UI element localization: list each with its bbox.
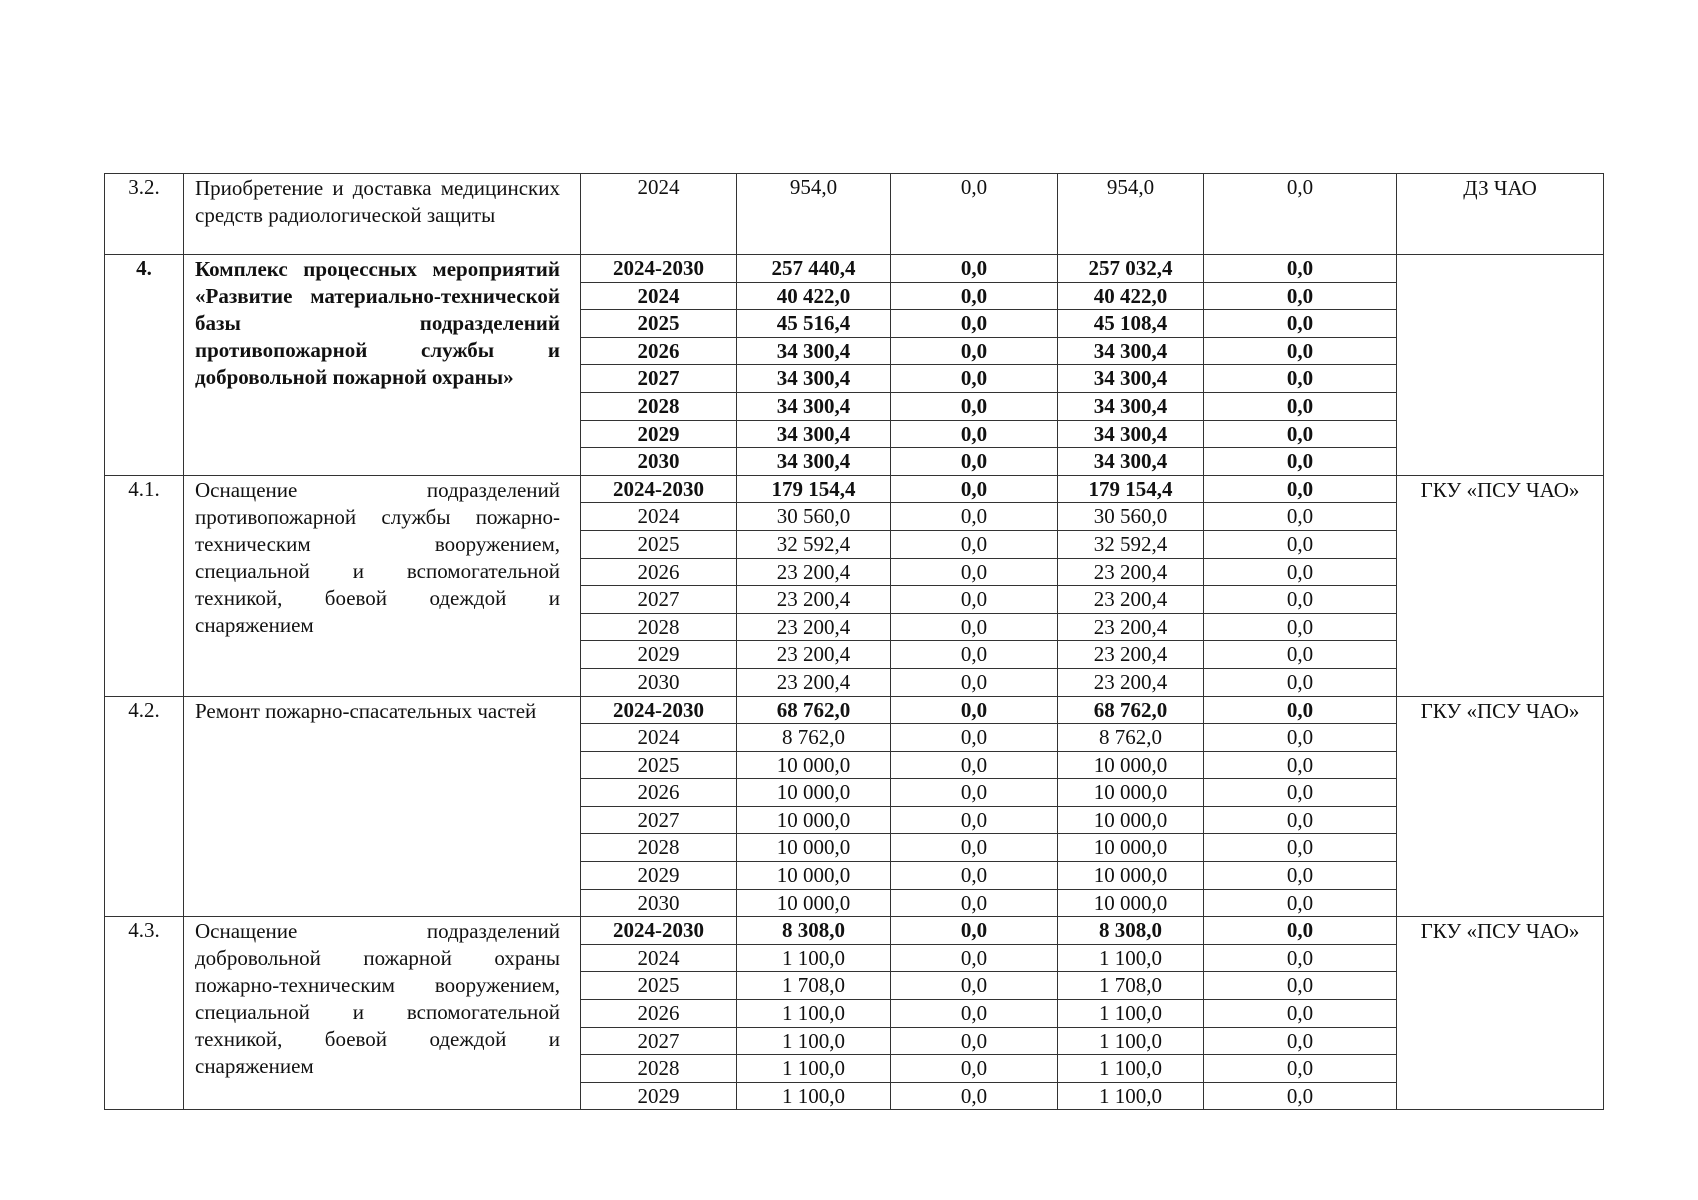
year-cell: 2028 <box>581 1055 737 1083</box>
regional-cell: 23 200,4 <box>1058 558 1204 586</box>
year-cell: 2024 <box>581 724 737 752</box>
section-description: Приобретение и доставка медицинских средств радиологической защиты <box>184 174 581 255</box>
responsible-executor: ДЗ ЧАО <box>1397 174 1604 255</box>
federal-cell: 0,0 <box>891 392 1058 420</box>
federal-cell: 0,0 <box>891 174 1058 255</box>
regional-cell: 10 000,0 <box>1058 834 1204 862</box>
table-row <box>105 696 1604 724</box>
other-cell: 0,0 <box>1204 586 1397 614</box>
regional-cell: 23 200,4 <box>1058 586 1204 614</box>
other-cell: 0,0 <box>1204 420 1397 448</box>
regional-cell: 10 000,0 <box>1058 806 1204 834</box>
total-cell: 10 000,0 <box>737 806 891 834</box>
other-cell: 0,0 <box>1204 779 1397 807</box>
federal-cell: 0,0 <box>891 420 1058 448</box>
federal-cell: 0,0 <box>891 365 1058 393</box>
year-cell: 2024-2030 <box>581 475 737 503</box>
regional-cell: 34 300,4 <box>1058 420 1204 448</box>
other-cell: 0,0 <box>1204 1027 1397 1055</box>
other-cell: 0,0 <box>1204 392 1397 420</box>
federal-cell: 0,0 <box>891 972 1058 1000</box>
federal-cell: 0,0 <box>891 862 1058 890</box>
year-cell: 2028 <box>581 613 737 641</box>
federal-cell: 0,0 <box>891 889 1058 917</box>
total-cell: 32 592,4 <box>737 530 891 558</box>
other-cell: 0,0 <box>1204 255 1397 283</box>
total-cell: 34 300,4 <box>737 420 891 448</box>
total-cell: 23 200,4 <box>737 613 891 641</box>
regional-cell: 23 200,4 <box>1058 668 1204 696</box>
year-cell: 2028 <box>581 834 737 862</box>
total-cell: 10 000,0 <box>737 751 891 779</box>
section-number: 4.3. <box>105 917 184 1110</box>
total-cell: 1 708,0 <box>737 972 891 1000</box>
table-row <box>105 475 1604 503</box>
total-cell: 257 440,4 <box>737 255 891 283</box>
regional-cell: 10 000,0 <box>1058 751 1204 779</box>
regional-cell: 1 100,0 <box>1058 1027 1204 1055</box>
total-cell: 10 000,0 <box>737 862 891 890</box>
total-cell: 23 200,4 <box>737 668 891 696</box>
regional-cell: 10 000,0 <box>1058 889 1204 917</box>
other-cell: 0,0 <box>1204 862 1397 890</box>
regional-cell: 23 200,4 <box>1058 613 1204 641</box>
total-cell: 34 300,4 <box>737 337 891 365</box>
other-cell: 0,0 <box>1204 503 1397 531</box>
federal-cell: 0,0 <box>891 448 1058 476</box>
regional-cell: 1 100,0 <box>1058 1055 1204 1083</box>
year-cell: 2029 <box>581 420 737 448</box>
federal-cell: 0,0 <box>891 944 1058 972</box>
total-cell: 1 100,0 <box>737 1082 891 1110</box>
year-cell: 2024-2030 <box>581 696 737 724</box>
table-body <box>105 174 1604 1110</box>
regional-cell: 257 032,4 <box>1058 255 1204 283</box>
year-cell: 2024-2030 <box>581 917 737 945</box>
federal-cell: 0,0 <box>891 558 1058 586</box>
other-cell: 0,0 <box>1204 337 1397 365</box>
other-cell: 0,0 <box>1204 751 1397 779</box>
other-cell: 0,0 <box>1204 310 1397 338</box>
responsible-executor <box>1397 255 1604 476</box>
other-cell: 0,0 <box>1204 972 1397 1000</box>
year-cell: 2024 <box>581 282 737 310</box>
federal-cell: 0,0 <box>891 1055 1058 1083</box>
federal-cell: 0,0 <box>891 530 1058 558</box>
regional-cell: 34 300,4 <box>1058 365 1204 393</box>
other-cell: 0,0 <box>1204 1082 1397 1110</box>
federal-cell: 0,0 <box>891 1082 1058 1110</box>
year-cell: 2026 <box>581 779 737 807</box>
year-cell: 2024 <box>581 503 737 531</box>
total-cell: 34 300,4 <box>737 448 891 476</box>
total-cell: 23 200,4 <box>737 558 891 586</box>
federal-cell: 0,0 <box>891 668 1058 696</box>
federal-cell: 0,0 <box>891 255 1058 283</box>
other-cell: 0,0 <box>1204 613 1397 641</box>
total-cell: 34 300,4 <box>737 392 891 420</box>
total-cell: 68 762,0 <box>737 696 891 724</box>
other-cell: 0,0 <box>1204 1000 1397 1028</box>
year-cell: 2030 <box>581 889 737 917</box>
federal-cell: 0,0 <box>891 1000 1058 1028</box>
regional-cell: 34 300,4 <box>1058 448 1204 476</box>
year-cell: 2029 <box>581 641 737 669</box>
other-cell: 0,0 <box>1204 174 1397 255</box>
regional-cell: 1 100,0 <box>1058 1000 1204 1028</box>
year-cell: 2024-2030 <box>581 255 737 283</box>
total-cell: 30 560,0 <box>737 503 891 531</box>
total-cell: 954,0 <box>737 174 891 255</box>
total-cell: 34 300,4 <box>737 365 891 393</box>
other-cell: 0,0 <box>1204 944 1397 972</box>
year-cell: 2027 <box>581 806 737 834</box>
federal-cell: 0,0 <box>891 586 1058 614</box>
other-cell: 0,0 <box>1204 1055 1397 1083</box>
year-cell: 2027 <box>581 365 737 393</box>
other-cell: 0,0 <box>1204 834 1397 862</box>
regional-cell: 40 422,0 <box>1058 282 1204 310</box>
regional-cell: 34 300,4 <box>1058 337 1204 365</box>
regional-cell: 10 000,0 <box>1058 862 1204 890</box>
regional-cell: 1 708,0 <box>1058 972 1204 1000</box>
year-cell: 2024 <box>581 174 737 255</box>
regional-cell: 10 000,0 <box>1058 779 1204 807</box>
total-cell: 23 200,4 <box>737 586 891 614</box>
federal-cell: 0,0 <box>891 834 1058 862</box>
responsible-executor: ГКУ «ПСУ ЧАО» <box>1397 917 1604 1110</box>
year-cell: 2029 <box>581 1082 737 1110</box>
other-cell: 0,0 <box>1204 530 1397 558</box>
total-cell: 8 762,0 <box>737 724 891 752</box>
section-number: 4. <box>105 255 184 476</box>
other-cell: 0,0 <box>1204 475 1397 503</box>
responsible-executor: ГКУ «ПСУ ЧАО» <box>1397 696 1604 917</box>
regional-cell: 8 762,0 <box>1058 724 1204 752</box>
other-cell: 0,0 <box>1204 282 1397 310</box>
total-cell: 10 000,0 <box>737 834 891 862</box>
federal-cell: 0,0 <box>891 696 1058 724</box>
section-description: Ремонт пожарно-спасательных частей <box>184 696 581 917</box>
federal-cell: 0,0 <box>891 779 1058 807</box>
year-cell: 2028 <box>581 392 737 420</box>
federal-cell: 0,0 <box>891 641 1058 669</box>
year-cell: 2027 <box>581 586 737 614</box>
responsible-executor: ГКУ «ПСУ ЧАО» <box>1397 475 1604 696</box>
total-cell: 179 154,4 <box>737 475 891 503</box>
year-cell: 2025 <box>581 530 737 558</box>
regional-cell: 23 200,4 <box>1058 641 1204 669</box>
total-cell: 1 100,0 <box>737 1055 891 1083</box>
year-cell: 2026 <box>581 1000 737 1028</box>
total-cell: 8 308,0 <box>737 917 891 945</box>
year-cell: 2029 <box>581 862 737 890</box>
regional-cell: 32 592,4 <box>1058 530 1204 558</box>
federal-cell: 0,0 <box>891 503 1058 531</box>
year-cell: 2025 <box>581 751 737 779</box>
other-cell: 0,0 <box>1204 641 1397 669</box>
regional-cell: 34 300,4 <box>1058 392 1204 420</box>
table-row <box>105 174 1604 255</box>
other-cell: 0,0 <box>1204 668 1397 696</box>
budget-table <box>104 173 1604 1110</box>
federal-cell: 0,0 <box>891 806 1058 834</box>
year-cell: 2026 <box>581 558 737 586</box>
year-cell: 2030 <box>581 448 737 476</box>
other-cell: 0,0 <box>1204 917 1397 945</box>
federal-cell: 0,0 <box>891 475 1058 503</box>
section-number: 4.1. <box>105 475 184 696</box>
year-cell: 2025 <box>581 972 737 1000</box>
section-description: Оснащение подразделений противопожарной службы пожарно-техническим вооружением, специальной и вспомогательной техникой, боевой одеждой и снаряжением <box>184 475 581 696</box>
regional-cell: 179 154,4 <box>1058 475 1204 503</box>
regional-cell: 30 560,0 <box>1058 503 1204 531</box>
federal-cell: 0,0 <box>891 337 1058 365</box>
regional-cell: 1 100,0 <box>1058 944 1204 972</box>
total-cell: 40 422,0 <box>737 282 891 310</box>
federal-cell: 0,0 <box>891 917 1058 945</box>
other-cell: 0,0 <box>1204 558 1397 586</box>
section-description: Оснащение подразделений добровольной пожарной охраны пожарно-техническим вооружением, специальной и вспомогательной техникой, боевой одеждой и снаряжением <box>184 917 581 1110</box>
section-description: Комплекс процессных мероприятий «Развитие материально-технической базы подразделений противопожарной службы и добровольной пожарной охраны» <box>184 255 581 476</box>
total-cell: 1 100,0 <box>737 944 891 972</box>
total-cell: 1 100,0 <box>737 1000 891 1028</box>
year-cell: 2024 <box>581 944 737 972</box>
regional-cell: 68 762,0 <box>1058 696 1204 724</box>
year-cell: 2025 <box>581 310 737 338</box>
federal-cell: 0,0 <box>891 1027 1058 1055</box>
federal-cell: 0,0 <box>891 310 1058 338</box>
year-cell: 2026 <box>581 337 737 365</box>
other-cell: 0,0 <box>1204 696 1397 724</box>
regional-cell: 954,0 <box>1058 174 1204 255</box>
federal-cell: 0,0 <box>891 613 1058 641</box>
regional-cell: 45 108,4 <box>1058 310 1204 338</box>
regional-cell: 1 100,0 <box>1058 1082 1204 1110</box>
total-cell: 1 100,0 <box>737 1027 891 1055</box>
total-cell: 10 000,0 <box>737 779 891 807</box>
table-row <box>105 255 1604 283</box>
table-row <box>105 917 1604 945</box>
federal-cell: 0,0 <box>891 724 1058 752</box>
year-cell: 2027 <box>581 1027 737 1055</box>
other-cell: 0,0 <box>1204 724 1397 752</box>
total-cell: 23 200,4 <box>737 641 891 669</box>
other-cell: 0,0 <box>1204 448 1397 476</box>
other-cell: 0,0 <box>1204 889 1397 917</box>
regional-cell: 8 308,0 <box>1058 917 1204 945</box>
section-number: 4.2. <box>105 696 184 917</box>
total-cell: 45 516,4 <box>737 310 891 338</box>
section-number: 3.2. <box>105 174 184 255</box>
federal-cell: 0,0 <box>891 751 1058 779</box>
federal-cell: 0,0 <box>891 282 1058 310</box>
total-cell: 10 000,0 <box>737 889 891 917</box>
other-cell: 0,0 <box>1204 806 1397 834</box>
other-cell: 0,0 <box>1204 365 1397 393</box>
year-cell: 2030 <box>581 668 737 696</box>
